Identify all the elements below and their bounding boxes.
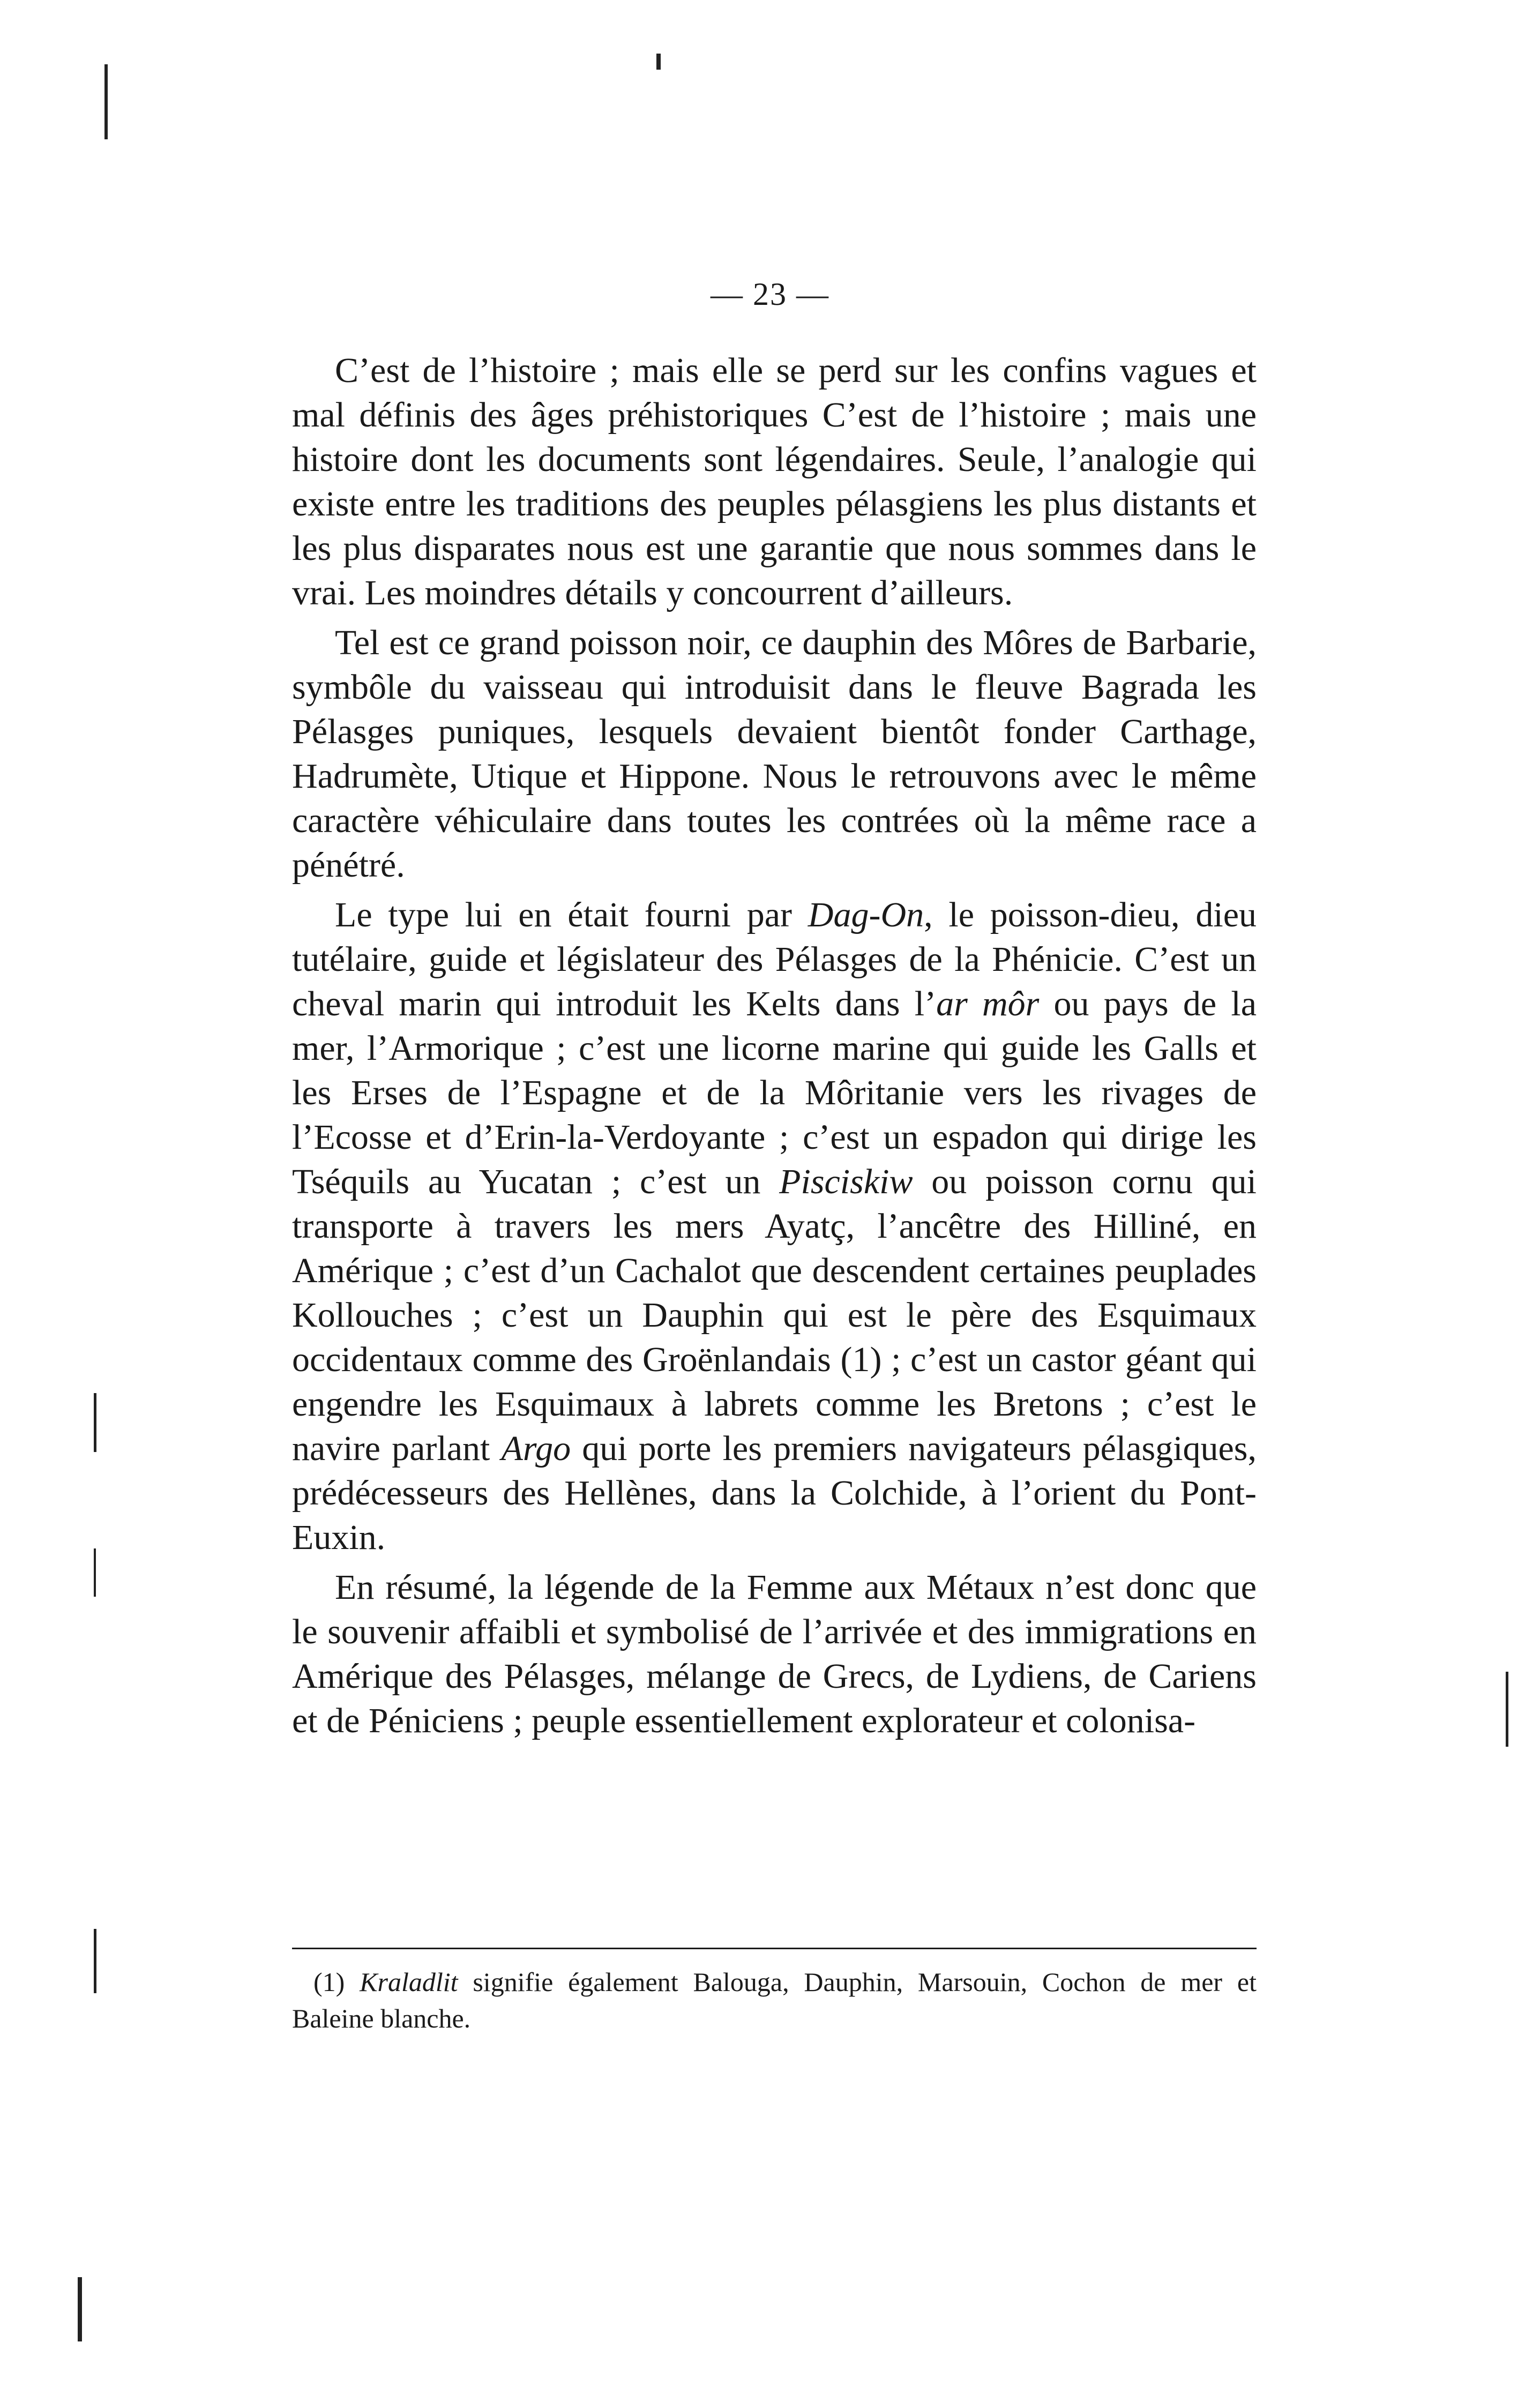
scan-mark (104, 64, 108, 139)
paragraph (292, 1565, 1257, 1743)
scan-mark (656, 54, 661, 70)
scan-mark (94, 1393, 96, 1452)
scan-mark (94, 1548, 96, 1597)
footnote-divider (292, 1948, 1257, 1949)
italic-text-run: ar môr (936, 984, 1040, 1023)
text-run: Le type lui en était fourni par (335, 895, 808, 934)
body-text (292, 348, 1257, 1743)
text-run: qui porte les premiers navigateurs pélasgiques, prédécesseurs des Hellènes, dans la Colchide, à l’orient du Pont-Euxin. (292, 1429, 1257, 1557)
scan-mark (94, 1929, 96, 1993)
text-run: Tel est ce grand poisson noir, ce dauphin des Môres de Barbarie, symbôle du vaisseau qui introduisit dans le fleuve Bagrada les Pélasges puniques, lesquels devaient bientôt fonder Carthage, Hadrumète, Utique et Hippone. Nous le retrouvons avec le même caractère véhiculaire dans toutes les contrées où la même race a pénétré. (292, 623, 1257, 885)
paragraph (292, 348, 1257, 615)
italic-text-run: Dag-On (808, 895, 924, 934)
text-run: (1) (313, 1967, 360, 1997)
scan-mark (78, 2277, 82, 2341)
footnote (292, 1964, 1257, 2037)
text-run: , le poisson-dieu, dieu tutélaire, guide et législateur des Pélasges de la Phénicie. C’est un cheval marin qui introduit les Kelts dans l’ (292, 895, 1257, 1023)
text-run: ou pays de la mer, l’Armorique ; c’est une licorne marine qui guide les Galls et les Erses de l’Espagne et de la Môritanie vers les rivages de l’Ecosse et d’Erin-la-Verdoyante ; c’est un espadon qui dirige les Tséquils au Yucatan ; c’est un (292, 984, 1257, 1201)
text-run: ou poisson cornu qui transporte à travers les mers Ayatç, l’ancêtre des Hilliné, en Amérique ; c’est d’un Cachalot que descendent certaines peuplades Kollouches ; c’est un Dauphin qui est le père des Esquimaux occidentaux comme des Groënlandais (1) ; c’est un castor géant qui engendre les Esquimaux à labrets comme les Bretons ; c’est le navire parlant (292, 1162, 1257, 1468)
italic-text-run: Kraladlit (360, 1967, 458, 1997)
text-run: En résumé, la légende de la Femme aux Métaux n’est donc que le souvenir affaibli et symbolisé de l’arrivée et des immigrations en Amérique des Pélasges, mélange de Grecs, de Lydiens, de Cariens et de Péniciens ; peuple essentiellement explorateur et colonisa- (292, 1568, 1257, 1740)
paragraph (292, 893, 1257, 1560)
page-number: — 23 — (711, 276, 829, 312)
text-run: C’est de l’histoire ; mais elle se perd sur les confins vagues et mal définis des âges préhistoriques C’est de l’histoire ; mais une histoire dont les documents sont légendaires. Seule, l’analogie qui existe entre les traditions des peuples pélasgiens les plus distants et les plus disparates nous est une garantie que nous sommes dans le vrai. Les moindres détails y concourrent d’ailleurs. (292, 351, 1257, 612)
text-run: signifie également Balouga, Dauphin, Marsouin, Cochon de mer et Baleine blanche. (292, 1967, 1257, 2033)
scan-mark (1506, 1672, 1508, 1747)
italic-text-run: Argo (501, 1429, 571, 1468)
italic-text-run: Pisciskiw (779, 1162, 913, 1201)
paragraph (292, 620, 1257, 887)
